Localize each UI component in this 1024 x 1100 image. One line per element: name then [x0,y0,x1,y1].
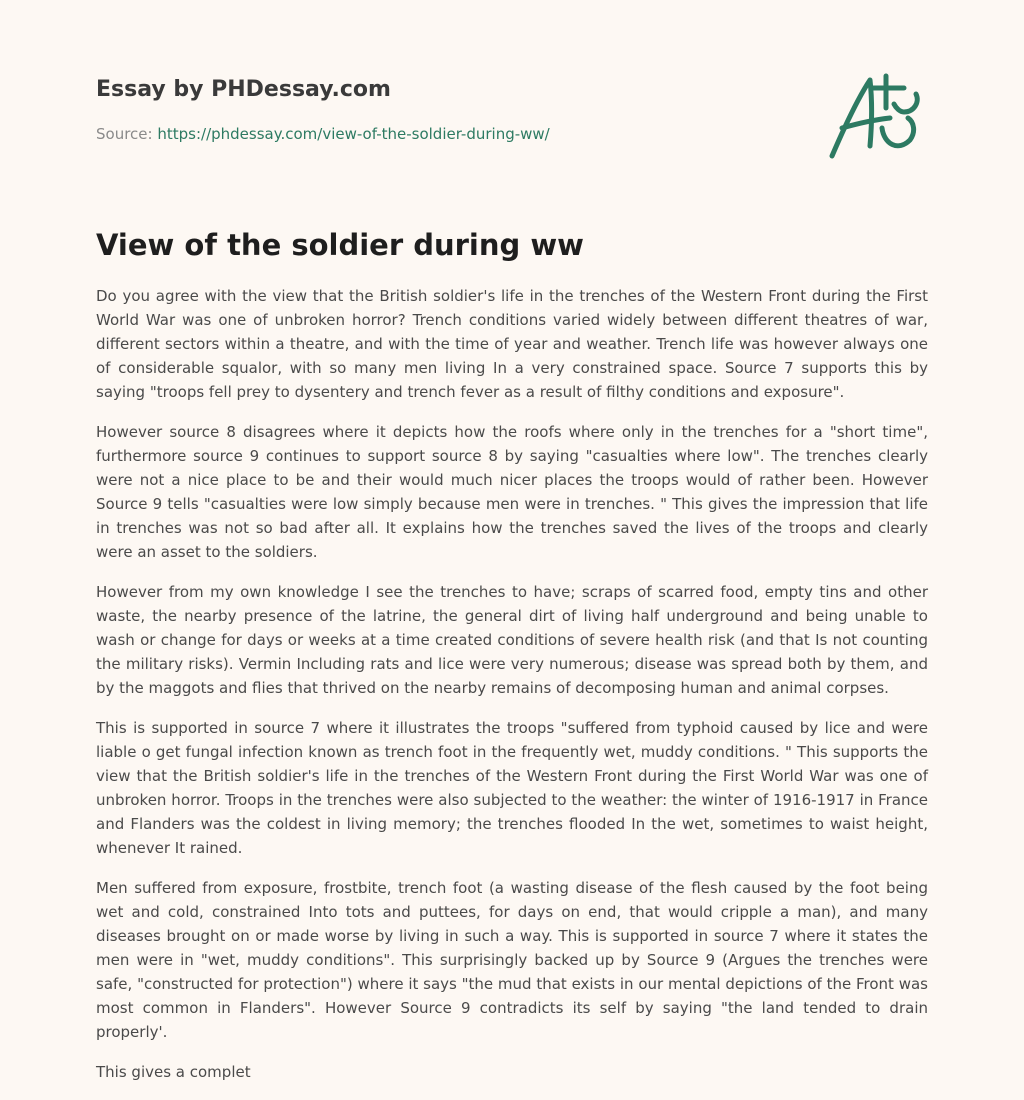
essay-paragraph-truncated: This gives a complet [96,1063,251,1081]
page-header [96,76,928,176]
essay-body [96,284,928,1100]
essay-paragraph: Men suffered from exposure, frostbite, trench foot (a wasting disease of the flesh caused by the foot being wet and cold, constrained Into tots and puttees, for days on end, that would cripple a man), and many diseases brought on or made worse by living in such a way. This is supported in source 7 where it states the men were in "wet, muddy conditions". This surprisingly backed up by Source 9 (Argues the trenches were safe, "constructed for protection") where it says "the mud that exists in our mental depictions of the Front was most common in Flanders". However Source 9 contradicts its self by saying "the land tended to drain properly'. [96,879,928,1041]
site-title: Essay by PHDessay.com [96,77,391,102]
essay-paragraph: Do you agree with the view that the British soldier's life in the trenches of the Western Front during the First World War was one of unbroken horror? Trench conditions varied widely between different theatres of war, different sectors within a theatre, and with the time of year and weather. Trench life was however always one of considerable squalor, with so many men living In a very constrained space. Source 7 supports this by saying "troops fell prey to dysentery and trench fever as a result of filthy conditions and exposure". [96,287,928,401]
essay-paragraph: This is supported in source 7 where it illustrates the troops "suffered from typhoid caused by lice and were liable o get fungal infection known as trench foot in the frequently wet, muddy conditions. " This supports the view that the British soldier's life in the trenches of the Western Front during the First World War was one of unbroken horror. Troops in the trenches were also subjected to the weather: the winter of 1916-1917 in France and Flanders was the coldest in living memory; the trenches flooded In the wet, sometimes to waist height, whenever It rained. [96,719,928,857]
source-label: Source: [96,125,153,143]
source-line [96,124,550,144]
essay-paragraph: However from my own knowledge I see the trenches to have; scraps of scarred food, empty tins and other waste, the nearby presence of the latrine, the general dirt of living half underground and being unable to wash or change for days or weeks at a time created conditions of severe health risk (and that Is not counting the military risks). Vermin Including rats and lice were very numerous; disease was spread both by them, and by the maggots and flies that thrived on the nearby remains of decomposing human and animal corpses. [96,583,928,697]
essay-title: View of the soldier during ww [96,228,584,262]
a-plus-logo-icon [824,68,928,164]
source-link[interactable]: https://phdessay.com/view-of-the-soldier-during-ww/ [157,125,550,143]
essay-paragraph: However source 8 disagrees where it depicts how the roofs where only in the trenches for a "short time", furthermore source 9 continues to support source 8 by saying "casualties where low". The trenches clearly were not a nice place to be and their would much nicer places the troops would of rather been. However Source 9 tells "casualties were low simply because men were in trenches. " This gives the impression that life in trenches was not so bad after all. It explains how the trenches saved the lives of the troops and clearly were an asset to the soldiers. [96,423,928,561]
